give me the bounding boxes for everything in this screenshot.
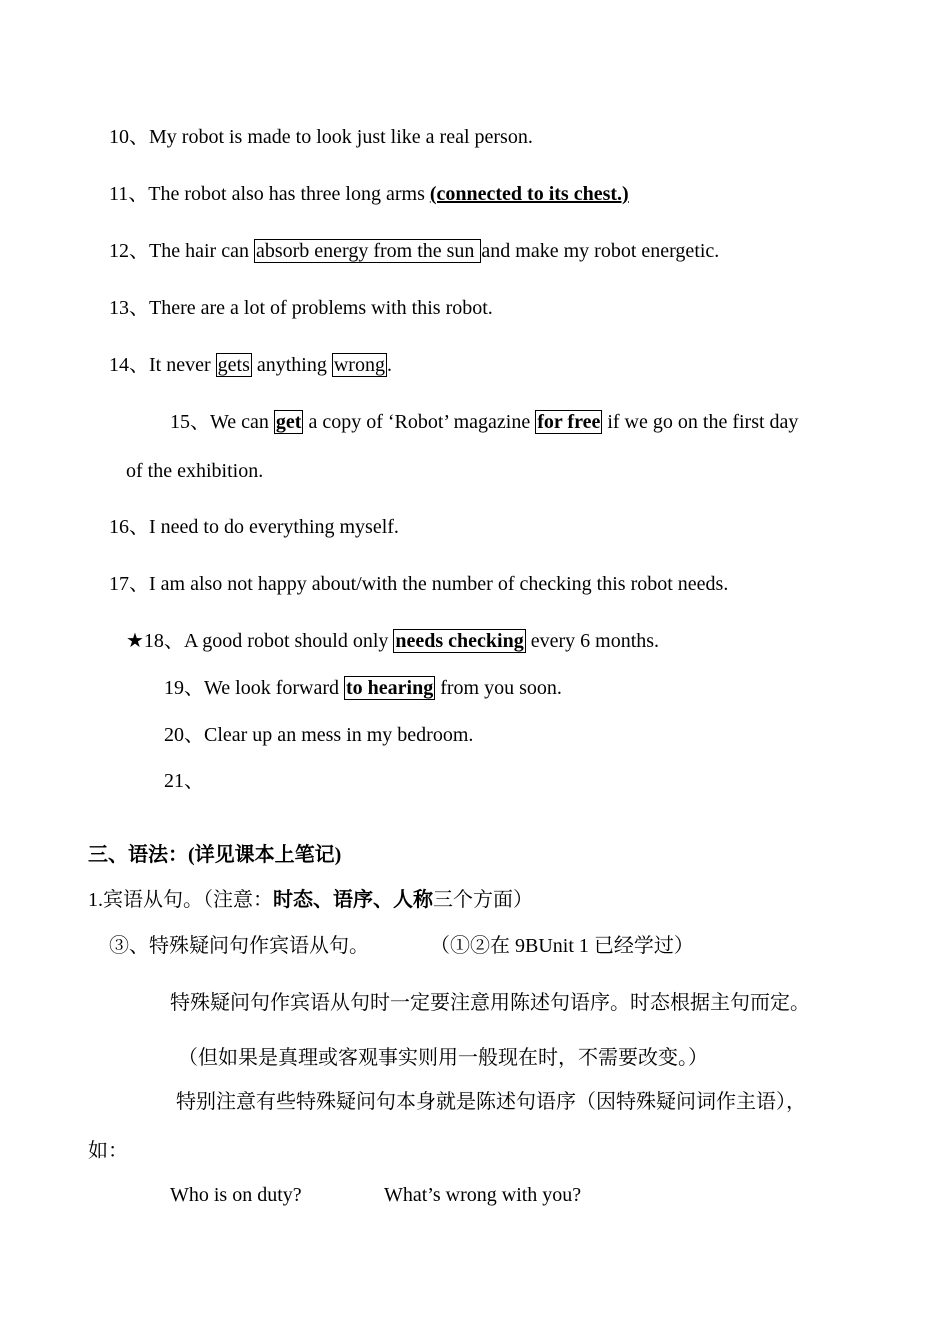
item-note: （①②在 9BUnit 1 已经学过）: [430, 935, 694, 957]
example-text: Who is on duty?: [170, 1184, 302, 1206]
sentence-number: 14、: [109, 354, 149, 376]
sentence-number: 11、: [109, 183, 149, 205]
grammar-rule-3: [176, 1089, 806, 1115]
sentence-text: There are a lot of problems with this robot.: [149, 297, 493, 319]
sentence-text: It never: [149, 354, 216, 376]
sentence-20: [164, 722, 473, 748]
rule-text: 特殊疑问句作宾语从句时一定要注意用陈述句语序。时态根据主句而定。: [170, 992, 810, 1014]
sentence-text: We can: [210, 411, 274, 433]
item-text: 1.宾语从句。（注意：: [88, 889, 273, 911]
sentence-10: [109, 124, 533, 150]
sentence-text: every 6 months.: [525, 630, 660, 652]
sentence-number: 20、: [164, 724, 204, 746]
sentence-number: ★18、: [126, 630, 184, 652]
boxed-phrase: needs checking: [395, 630, 524, 652]
section-heading: [88, 842, 341, 868]
sentence-number: 16、: [109, 516, 149, 538]
sentence-text: A good robot should only: [183, 630, 394, 652]
grammar-item-3: [109, 933, 369, 959]
sentence-text: I am also not happy about/with the number of checking this robot needs.: [149, 573, 729, 595]
sentence-text: of the exhibition.: [126, 460, 264, 482]
boxed-word: wrong: [333, 354, 385, 376]
sentence-15-continuation: [126, 458, 263, 484]
item-text: ③、特殊疑问句作宾语从句。: [109, 935, 369, 957]
sentence-text: a copy of ‘Robot’ magazine: [303, 411, 536, 433]
boxed-word: get: [275, 411, 302, 433]
boxed-word: gets: [217, 354, 250, 376]
sentence-15: [170, 409, 798, 435]
boxed-phrase: absorb energy from the sun: [255, 240, 480, 262]
sentence-13: [109, 295, 493, 321]
grammar-item-3-note: [430, 933, 694, 959]
sentence-18: [126, 628, 659, 654]
example-text: What’s wrong with you?: [384, 1184, 582, 1206]
sentence-19: [164, 675, 562, 701]
boxed-phrase: to hearing: [346, 677, 434, 699]
boxed-phrase: for free: [537, 411, 601, 433]
grammar-rule-1: [170, 990, 810, 1016]
grammar-item-1: [88, 887, 533, 913]
sentence-14: [109, 352, 392, 378]
sentence-text: anything: [251, 354, 332, 376]
sentence-text: We look forward: [204, 677, 345, 699]
rule-text: （但如果是真理或客观事实则用一般现在时，不需要改变。）: [178, 1047, 708, 1069]
sentence-number: 17、: [109, 573, 149, 595]
sentence-text: I need to do everything myself.: [149, 516, 399, 538]
rule-text: 如：: [88, 1140, 128, 1162]
underlined-phrase: (connected to its chest.): [429, 183, 629, 205]
sentence-text: and make my robot energetic.: [481, 240, 720, 262]
sentence-text: The robot also has three long arms: [148, 183, 430, 205]
sentence-number: 10、: [109, 126, 149, 148]
sentence-17: [109, 571, 728, 597]
sentence-text: The hair can: [149, 240, 254, 262]
sentence-text: .: [386, 354, 392, 376]
sentence-11: [109, 181, 629, 207]
example-2: [384, 1182, 581, 1208]
sentence-text: Clear up an mess in my bedroom.: [204, 724, 474, 746]
sentence-number: 12、: [109, 240, 149, 262]
item-text: 三个方面）: [433, 889, 533, 911]
sentence-text: from you soon.: [435, 677, 562, 699]
sentence-text: if we go on the first day: [602, 411, 799, 433]
sentence-number: 13、: [109, 297, 149, 319]
sentence-number: 21、: [164, 770, 204, 792]
sentence-text: My robot is made to look just like a real person.: [149, 126, 533, 148]
sentence-number: 19、: [164, 677, 204, 699]
sentence-21: [164, 768, 204, 794]
example-1: [170, 1182, 302, 1208]
grammar-rule-3-continuation: [88, 1138, 128, 1164]
grammar-rule-2: [178, 1045, 708, 1071]
sentence-number: 15、: [170, 411, 210, 433]
heading-text: 三、语法：(详见课本上笔记): [88, 844, 342, 866]
sentence-16: [109, 514, 399, 540]
sentence-12: [109, 238, 719, 264]
rule-text: 特别注意有些特殊疑问句本身就是陈述句语序（因特殊疑问词作主语），: [176, 1091, 806, 1113]
item-emphasis: 时态、语序、人称: [273, 889, 433, 911]
